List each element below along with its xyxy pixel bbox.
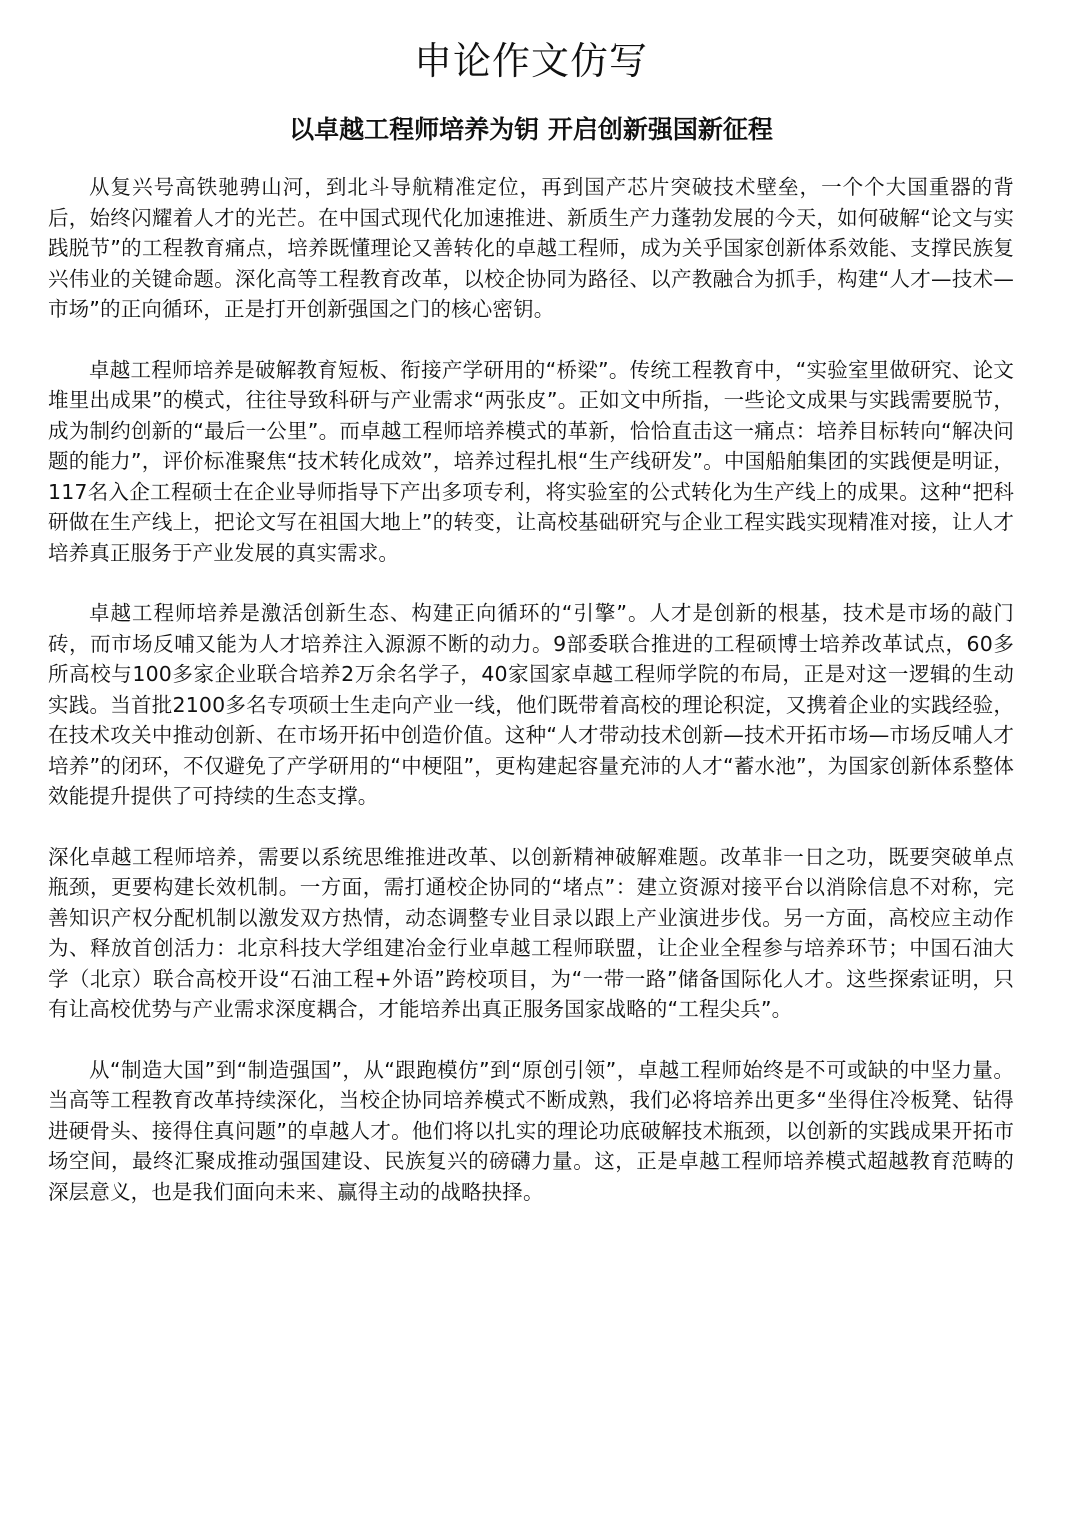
paragraph-intro: 从复兴号高铁驰骋山河，到北斗导航精准定位，再到国产芯片突破技术壁垒，一个个大国重器的背后，始终闪耀着人才的光芒。在中国式现代化加速推进、新质生产力蓬勃发展的今天，如何破解“论文与实践脱节”的工程教育痛点，培养既懂理论又善转化的卓越工程师，成为关乎国家创新体系效能、支撑民族复兴伟业的关键命题。深化高等工程教育改革，以校企协同为路径、以产教融合为抓手，构建“人才—技术—市场”的正向循环，正是打开创新强国之门的核心密钥。	[48, 175, 1014, 321]
paragraph-bridge: 卓越工程师培养是破解教育短板、衔接产学研用的“桥梁”。传统工程教育中，“实验室里做研究、论文堆里出成果”的模式，往往导致科研与产业需求“两张皮”。正如文中所指，一些论文成果与实践需要脱节，成为制约创新的“最后一公里”。而卓越工程师培养模式的革新，恰恰直击这一痛点：培养目标转向“解决问题的能力”，评价标准聚焦“技术转化成效”，培养过程扎根“生产线研发”。中国船舶集团的实践便是明证，117名入企工程硕士在企业导师指导下产出多项专利，将实验室的公式转化为生产线上的成果。这种“把科研做在生产线上，把论文写在祖国大地上”的转变，让高校基础研究与企业工程实践实现精准对接，让人才培养真正服务于产业发展的真实需求。	[48, 357, 1014, 565]
paragraph-conclusion: 从“制造大国”到“制造强国”，从“跟跑模仿”到“原创引领”，卓越工程师始终是不可或缺的中坚力量。当高等工程教育改革持续深化，当校企协同培养模式不断成熟，我们必将培养出更多“坐得住冷板凳、钻得进硬骨头、接得住真问题”的卓越人才。他们将以扎实的理论功底破解技术瓶颈，以创新的实践成果开拓市场空间，最终汇聚成推动强国建设、民族复兴的磅礴力量。这，正是卓越工程师培养模式超越教育范畴的深层意义，也是我们面向未来、赢得主动的战略抉择。	[48, 1057, 1014, 1204]
document-title: 申论作文仿写	[413, 39, 648, 83]
paragraph-engine: 卓越工程师培养是激活创新生态、构建正向循环的“引擎”。人才是创新的根基，技术是市场的敲门砖，而市场反哺又能为人才培养注入源源不断的动力。9部委联合推进的工程硕博士培养改革试点，60多所高校与100多家企业联合培养2万余名学子，40家国家卓越工程师学院的布局，正是对这一逻辑的生动实践。当首批2100多名专项硕士生走向产业一线，他们既带着高校的理论积淀，又携着企业的实践经验，在技术攻关中推动创新、在市场开拓中创造价值。这种“人才带动技术创新—技术开拓市场—市场反哺人才培养”的闭环，不仅避免了产学研用的“中梗阻”，更构建起容量充沛的人才“蓄水池”，为国家创新体系整体效能提升提供了可持续的生态支撑。	[48, 601, 1014, 808]
paragraph-reform: 深化卓越工程师培养，需要以系统思维推进改革、以创新精神破解难题。改革非一日之功，既要突破单点瓶颈，更要构建长效机制。一方面，需打通校企协同的“堵点”：建立资源对接平台以消除信息不对称，完善知识产权分配机制以激发双方热情，动态调整专业目录以跟上产业演进步伐。另一方面，高校应主动作为、释放首创活力：北京科技大学组建冶金行业卓越工程师联盟，让企业全程参与培养环节；中国石油大学（北京）联合高校开设“石油工程+外语”跨校项目，为“一带一路”储备国际化人才。这些探索证明，只有让高校优势与产业需求深度耦合，才能培养出真正服务国家战略的“工程尖兵”。	[48, 844, 1014, 1021]
article-title: 以卓越工程师培养为钥 开启创新强国新征程	[289, 115, 773, 144]
article-body	[48, 172, 1014, 1207]
